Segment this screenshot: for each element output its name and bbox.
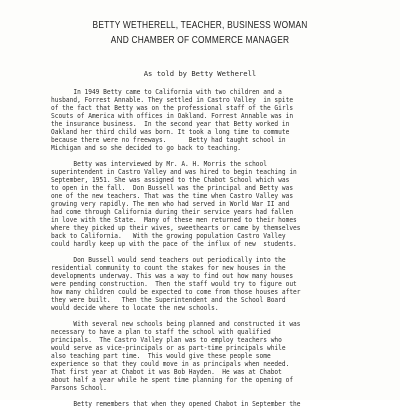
text-line: to open in the fall. Don Bussell was the principal and Betty was — [51, 184, 294, 192]
text-line: would decide where to locate the new schools. — [51, 304, 219, 312]
text-line: necessary to have a plan to staff the school with qualified — [51, 328, 271, 336]
text-line: were pending construction. Then the staff would try to figure out — [51, 280, 297, 288]
text-line: about half a year while he spent time planning for the opening of — [51, 376, 294, 384]
text-line: September, 1951. She was assigned to the Chabot School which was — [51, 176, 290, 184]
document-title-line-1: BETTY WETHERELL, TEACHER, BUSINESS WOMAN — [92, 20, 308, 31]
text-line: back to California. With the growing population Castro Valley — [51, 232, 286, 240]
text-line: developments underway. This was a way to find out how many houses — [51, 272, 294, 280]
text-line: That first year at Chabot it was Bob Hayden. He was at Chabot — [51, 368, 282, 376]
text-line: Scouts of America with offices in Oakland. Forrest Annable was in — [51, 112, 294, 120]
text-line: superintendent in Castro Valley and was hired to begin teaching in — [51, 168, 297, 176]
text-line: With several new schools being planned and constructed it was — [51, 320, 301, 328]
text-line: Oakland her third child was born. It took a long time to commute — [51, 128, 290, 136]
text-line: In 1949 Betty came to California with two children and a — [51, 88, 282, 96]
text-line: residential community to count the stakes for new houses in the — [51, 264, 286, 272]
text-line: growing very rapidly. The men who had served in World War II and — [51, 200, 290, 208]
text-line: of the fact that Betty was on the professional staff of the Girls — [51, 104, 294, 112]
text-line: how many children could be expected to come from those houses after — [51, 288, 301, 296]
text-line: because there were no freeways. Betty had taught school in — [51, 136, 286, 144]
text-line: Don Bussell would send teachers out periodically into the — [51, 256, 286, 264]
text-line: principals. The Castro Valley plan was to employ teachers who — [51, 336, 282, 344]
text-line: experience so that they could move in as principals when needed. — [51, 360, 290, 368]
text-line: where they picked up their wives, sweethearts or came by themselves — [51, 224, 301, 232]
text-line: they were built. Then the Superintendent and the School Board — [51, 296, 286, 304]
text-line: Betty remembers that when they opened Chabot in September the — [51, 400, 301, 408]
text-line: Parsons School. — [51, 384, 107, 392]
text-line: had come through California during their service years had fallen — [51, 208, 294, 216]
text-line: could hardly keep up with the pace of the influx of new students. — [51, 240, 297, 248]
text-line: also teaching part time. This would give these people some — [51, 352, 271, 360]
byline: As told by Betty Wetherell — [143, 69, 257, 78]
text-line: Betty was interviewed by Mr. A. H. Morris the school — [51, 160, 267, 168]
text-line: the insurance business. In the second year that Betty worked in — [51, 120, 290, 128]
text-line: Michigan and so she decided to go back to teaching. — [51, 144, 241, 152]
text-line: in love with the State. Many of these men returned to their homes — [51, 216, 297, 224]
text-line: would serve as vice-principals or as part-time principals while — [51, 344, 286, 352]
document-title-line-2: AND CHAMBER OF COMMERCE MANAGER — [110, 35, 290, 46]
text-line: one of the new teachers. That was the time when Castro Valley was — [51, 192, 294, 200]
text-line: husband, Forrest Annable. They settled in Castro Valley in spite — [51, 96, 294, 104]
